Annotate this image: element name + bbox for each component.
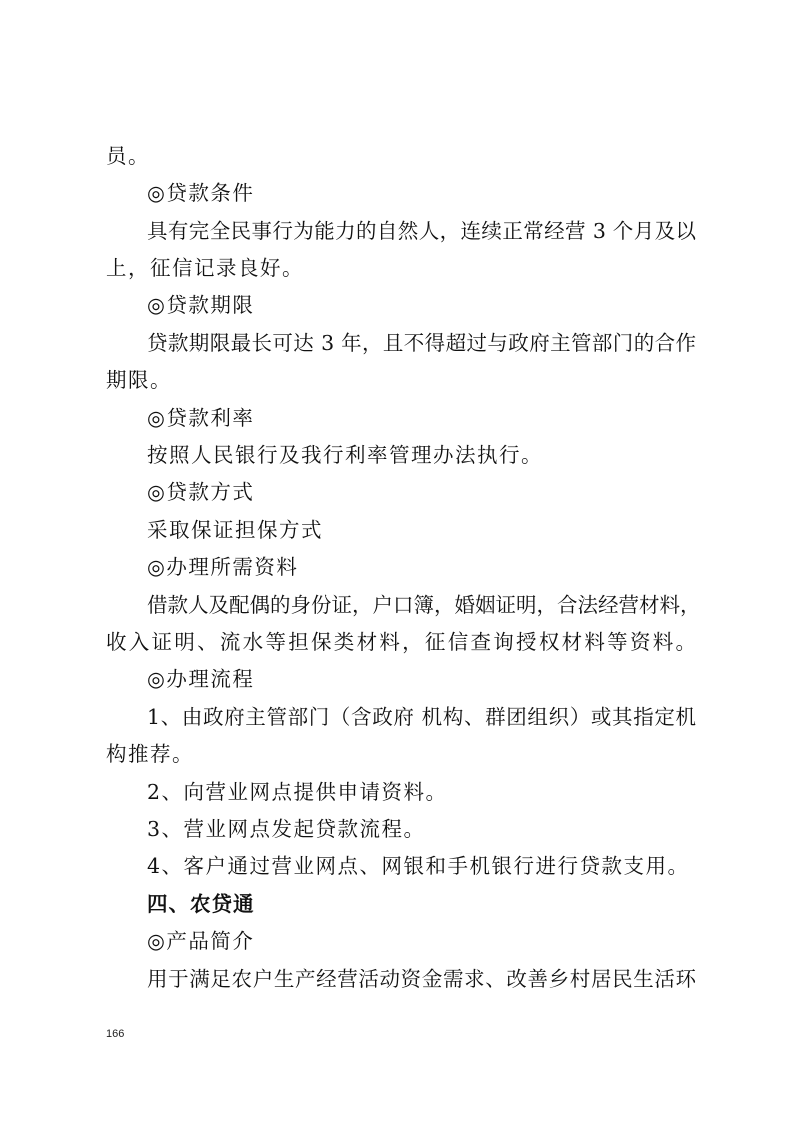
section-heading: ◎产品简介 <box>147 929 255 953</box>
section-heading: ◎办理所需资料 <box>147 555 299 579</box>
paragraph-line: 1、由政府主管部门（含政府 机构、群团组织）或其指定机 <box>147 705 696 729</box>
paragraph-line: 借款人及配偶的身份证，户口簿，婚姻证明，合法经营材料， <box>147 593 701 617</box>
section-heading: ◎贷款利率 <box>147 406 255 430</box>
text-line: 期限。 <box>106 368 172 392</box>
paragraph-line: 按照人民银行及我行利率管理办法执行。 <box>147 443 543 467</box>
paragraph-line: 2、向营业网点提供申请资料。 <box>147 780 448 804</box>
section-heading: ◎贷款条件 <box>147 181 255 205</box>
paragraph-line: 具有完全民事行为能力的自然人，连续正常经营 3 个月及以 <box>147 219 696 243</box>
paragraph-line: 采取保证担保方式 <box>147 518 323 542</box>
paragraph-line: 收入证明、流水等担保类材料，征信查询授权材料等资料。 <box>106 630 696 654</box>
text-line: 构推荐。 <box>106 742 194 766</box>
chapter-heading: 四、农贷通 <box>147 892 255 916</box>
text-line: 员。 <box>106 144 150 168</box>
section-heading: ◎办理流程 <box>147 667 255 691</box>
paragraph-line: 贷款期限最长可达 3 年，且不得超过与政府主管部门的合作 <box>147 331 696 355</box>
paragraph-line: 4、客户通过营业网点、网银和手机银行进行贷款支用。 <box>147 854 690 878</box>
paragraph-line: 用于满足农户生产经营活动资金需求、改善乡村居民生活环 <box>147 967 696 991</box>
section-heading: ◎贷款方式 <box>147 480 255 504</box>
page-number: 166 <box>106 1028 125 1040</box>
paragraph-line: 3、营业网点发起贷款流程。 <box>147 817 426 841</box>
text-line: 上，征信记录良好。 <box>106 256 304 280</box>
section-heading: ◎贷款期限 <box>147 293 255 317</box>
